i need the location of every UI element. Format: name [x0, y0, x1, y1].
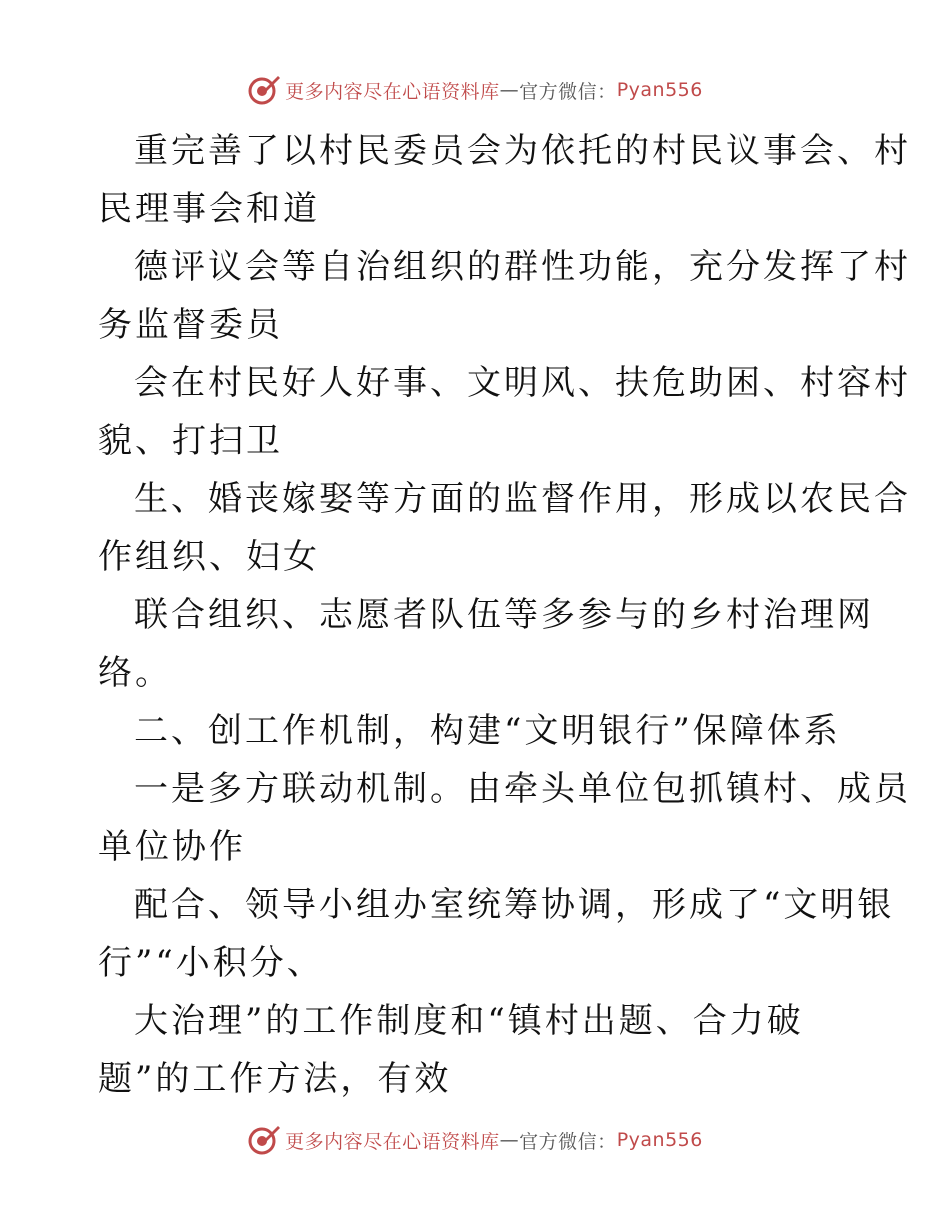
text-line: 貌、打扫卫: [98, 421, 283, 461]
watermark-brand: 更多内容尽在心语资料库: [285, 80, 500, 103]
text-line: 作组织、妇女: [98, 537, 320, 577]
text-line: 联合组织、志愿者队伍等多参与的乡村治理网: [134, 595, 874, 635]
watermark-brand: 更多内容尽在心语资料库: [285, 1130, 500, 1153]
text-line: 题”的工作方法，有效: [98, 1059, 452, 1099]
text-line: 大治理”的工作制度和“镇村出题、合力破: [134, 1001, 804, 1041]
text-line: 配合、领导小组办室统筹协调，形成了“文明银: [134, 885, 895, 925]
text-line: 重完善了以村民委员会为依托的村民议事会、村: [134, 131, 911, 171]
quill-logo-icon: [247, 73, 281, 107]
watermark-wechat-id: Pyan556: [616, 79, 703, 101]
text-line: 务监督委员: [98, 305, 283, 345]
text-line: 行”“小积分、: [98, 943, 324, 983]
text-line: 会在村民好人好事、文明风、扶危助困、村容村: [134, 363, 911, 403]
quill-logo-icon: [247, 1123, 281, 1157]
section-heading: 二、创工作机制，构建“文明银行”保障体系: [134, 711, 841, 751]
footer-watermark: [0, 1120, 950, 1160]
text-line: 生、婚丧嫁娶等方面的监督作用，形成以农民合: [134, 479, 911, 519]
header-watermark: [0, 70, 950, 110]
text-line: 德评议会等自治组织的群性功能，充分发挥了村: [134, 247, 911, 287]
watermark-dash: —: [499, 79, 520, 101]
document-body: [98, 122, 911, 1108]
watermark-official: 官方微信：: [519, 1130, 617, 1153]
watermark-dash: —: [499, 1129, 520, 1151]
text-line: 一是多方联动机制。由牵头单位包抓镇村、成员: [134, 769, 911, 809]
watermark-wechat-id: Pyan556: [616, 1129, 703, 1151]
text-line: 单位协作: [98, 827, 246, 867]
text-line: 络。: [98, 653, 172, 693]
text-line: 民理事会和道: [98, 189, 320, 229]
watermark-official: 官方微信：: [519, 80, 617, 103]
